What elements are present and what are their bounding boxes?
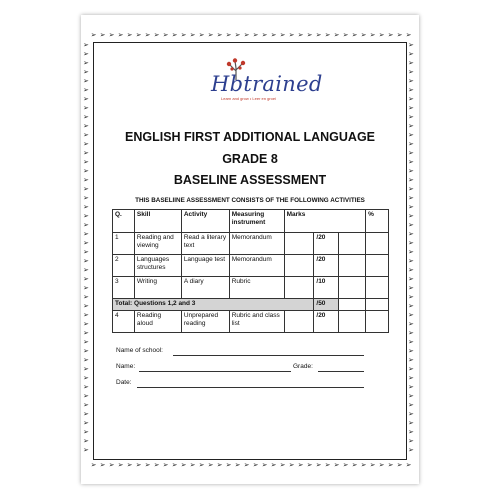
total-label: Total: Questions 1,2 and 3: [113, 299, 314, 311]
cell-activity: A diary: [181, 277, 229, 299]
cell-skill: Languages structures: [134, 255, 181, 277]
worksheet-page: [81, 15, 419, 484]
cell-instrument: Rubric: [229, 277, 284, 299]
cell-percent: [366, 299, 389, 311]
table-row: [113, 255, 389, 277]
table-row: [113, 277, 389, 299]
total-marks: /50: [314, 299, 339, 311]
cell-blank: [339, 311, 366, 333]
cell-blank: [284, 255, 314, 277]
cell-percent: [366, 277, 389, 299]
cell-percent: [366, 233, 389, 255]
cell-percent: [366, 255, 389, 277]
cell-instrument: Rubric and class list: [229, 311, 284, 333]
grade-label: Grade:: [293, 363, 313, 370]
cell-marks: /20: [314, 311, 339, 333]
cell-activity: Language test: [181, 255, 229, 277]
border-arrows-top: ➢ ➢ ➢ ➢ ➢ ➢ ➢ ➢ ➢ ➢ ➢ ➢ ➢ ➢ ➢ ➢ ➢ ➢ ➢ ➢ ➢ ➢ ➢ ➢ ➢ ➢ ➢ ➢ ➢ ➢ ➢ ➢ ➢ ➢ ➢ ➢: [90, 32, 411, 39]
activities-table: [112, 209, 389, 333]
grade-field[interactable]: [318, 371, 364, 372]
table-header-row: [113, 210, 389, 233]
cell-skill: Reading and viewing: [134, 233, 181, 255]
table-row: [113, 311, 389, 333]
cell-blank: [284, 233, 314, 255]
header-activity: Activity: [181, 210, 229, 233]
date-label: Date:: [116, 379, 132, 386]
logo-tagline: Learn and grow • Leer en groei: [221, 96, 276, 101]
border-arrows-bottom: ➢ ➢ ➢ ➢ ➢ ➢ ➢ ➢ ➢ ➢ ➢ ➢ ➢ ➢ ➢ ➢ ➢ ➢ ➢ ➢ ➢ ➢ ➢ ➢ ➢ ➢ ➢ ➢ ➢ ➢ ➢ ➢ ➢ ➢ ➢ ➢: [90, 462, 411, 469]
cell-q: 2: [113, 255, 135, 277]
cell-skill: Reading aloud: [134, 311, 181, 333]
subject-title: ENGLISH FIRST ADDITIONAL LANGUAGE: [125, 130, 375, 144]
intro-text: THIS BASELIINE ASSESSMENT CONSISTS OF THE FOLLOWING ACTIVITIES: [135, 197, 365, 204]
cell-marks: /20: [314, 255, 339, 277]
school-field[interactable]: [173, 355, 364, 356]
cell-blank: [339, 277, 366, 299]
cell-percent: [366, 311, 389, 333]
cell-q: 4: [113, 311, 135, 333]
cell-q: 3: [113, 277, 135, 299]
cell-blank: [339, 255, 366, 277]
cell-marks: /10: [314, 277, 339, 299]
cell-q: 1: [113, 233, 135, 255]
total-row: [113, 299, 389, 311]
header-marks: Marks: [284, 210, 365, 233]
header-percent: %: [366, 210, 389, 233]
cell-blank: [339, 299, 366, 311]
grade-title: GRADE 8: [222, 152, 278, 166]
name-field[interactable]: [139, 371, 291, 372]
cell-activity: Unprepared reading: [181, 311, 229, 333]
cell-activity: Read a literary text: [181, 233, 229, 255]
cell-instrument: Memorandum: [229, 233, 284, 255]
cell-instrument: Memorandum: [229, 255, 284, 277]
cell-blank: [339, 233, 366, 255]
header-q: Q.: [113, 210, 135, 233]
assessment-title: BASELINE ASSESSMENT: [173, 173, 327, 187]
hbtrained-logo: [211, 58, 321, 108]
cell-blank: [284, 311, 314, 333]
cell-marks: /20: [314, 233, 339, 255]
cell-blank: [284, 277, 314, 299]
name-label: Name:: [116, 363, 136, 370]
school-label: Name of school:: [116, 347, 163, 354]
table-row: [113, 233, 389, 255]
header-instrument: Measuring instrument: [229, 210, 284, 233]
border-arrows-right: ➢ ➢ ➢ ➢ ➢ ➢ ➢ ➢ ➢ ➢ ➢ ➢ ➢ ➢ ➢ ➢ ➢ ➢ ➢ ➢ ➢ ➢ ➢ ➢ ➢ ➢ ➢ ➢ ➢ ➢ ➢ ➢ ➢ ➢ ➢ ➢ ➢ ➢ ➢ ➢ ➢ ➢ ➢ ➢ ➢ ➢: [408, 42, 414, 454]
date-field[interactable]: [137, 387, 364, 388]
cell-skill: Writing: [134, 277, 181, 299]
logo-wordmark: Hbtrained: [211, 72, 323, 96]
border-arrows-left: ➢ ➢ ➢ ➢ ➢ ➢ ➢ ➢ ➢ ➢ ➢ ➢ ➢ ➢ ➢ ➢ ➢ ➢ ➢ ➢ ➢ ➢ ➢ ➢ ➢ ➢ ➢ ➢ ➢ ➢ ➢ ➢ ➢ ➢ ➢ ➢ ➢ ➢ ➢ ➢ ➢ ➢ ➢ ➢ ➢ ➢: [83, 42, 89, 454]
header-skill: Skill: [134, 210, 181, 233]
